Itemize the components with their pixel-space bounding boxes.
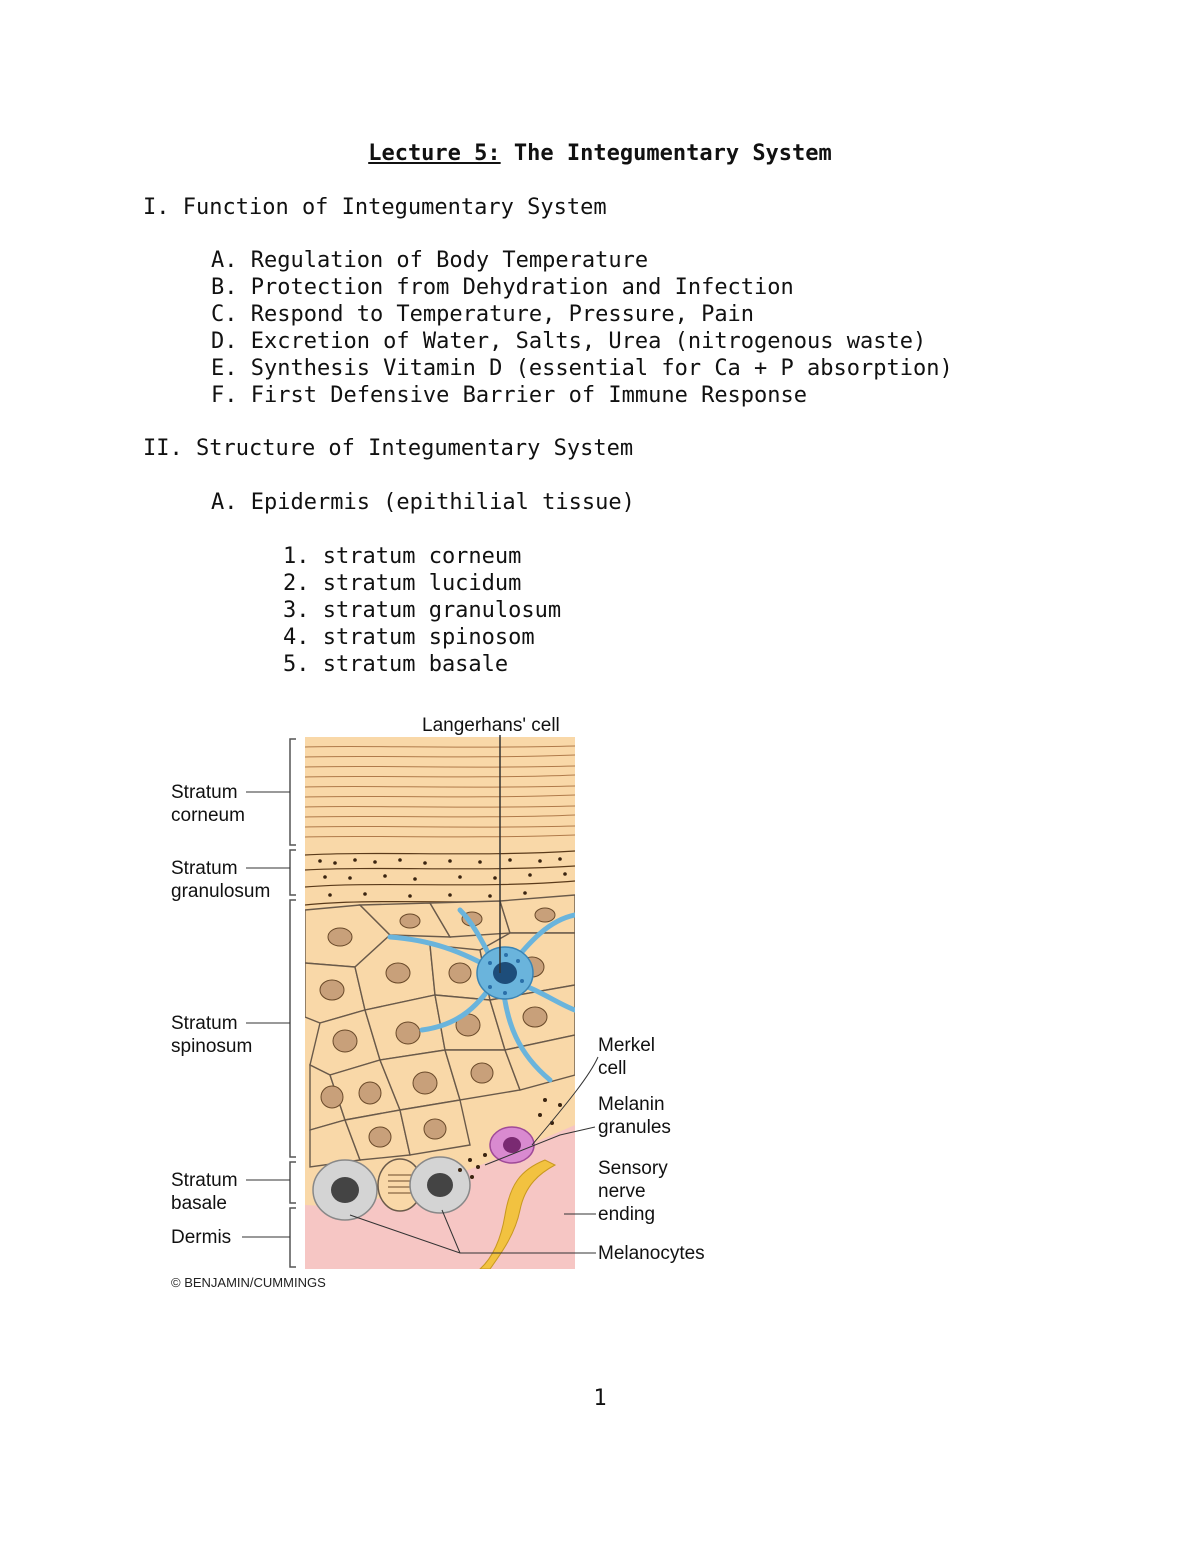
granulosum-label: granulosum [171, 881, 271, 902]
epidermis-illustration [160, 705, 740, 1295]
merkel-label: cell [598, 1058, 627, 1079]
title-topic: The Integumentary System [500, 141, 832, 166]
layer-brackets [290, 739, 296, 1267]
merkel-label: Merkel [598, 1035, 656, 1056]
layer-item: 4. stratum spinosom [283, 625, 535, 650]
function-item: E. Synthesis Vitamin D (essential for Ca + P absorption) [211, 356, 953, 381]
page-title [0, 141, 1200, 166]
corneum-label: Stratum [171, 782, 238, 803]
page-number: 1 [593, 1386, 607, 1411]
basale-label: basale [171, 1193, 227, 1214]
layer-item: 1. stratum corneum [283, 544, 522, 569]
title-lecture-number: Lecture 5: [368, 141, 501, 166]
layer-item: 3. stratum granulosum [283, 598, 562, 623]
corneum-label: corneum [171, 805, 245, 826]
melanin-label: granules [598, 1117, 671, 1138]
section-1-heading: I. Function of Integumentary System [143, 195, 607, 220]
sensory-label: nerve [598, 1181, 646, 1202]
function-item: B. Protection from Dehydration and Infection [211, 275, 794, 300]
melanin-label: Melanin [598, 1094, 665, 1115]
merkel-cell [490, 1127, 534, 1163]
melanocytes-label: Melanocytes [598, 1243, 705, 1264]
epidermis-diagram [160, 705, 740, 1295]
dermis-label: Dermis [171, 1227, 232, 1248]
figure-credit: © BENJAMIN/CUMMINGS [171, 1275, 326, 1290]
langerhans-label: Langerhans' cell [422, 715, 560, 736]
basale-label: Stratum [171, 1170, 238, 1191]
tissue-section [305, 737, 575, 1269]
layer-item: 5. stratum basale [283, 652, 509, 677]
granulosum-label: Stratum [171, 858, 238, 879]
spinosum-label: spinosum [171, 1036, 253, 1057]
sensory-label: ending [598, 1204, 656, 1225]
function-item: C. Respond to Temperature, Pressure, Pain [211, 302, 755, 327]
function-item: A. Regulation of Body Temperature [211, 248, 649, 273]
sensory-label: Sensory [598, 1158, 668, 1179]
layer-item: 2. stratum lucidum [283, 571, 522, 596]
spinosum-label: Stratum [171, 1013, 238, 1034]
function-item: D. Excretion of Water, Salts, Urea (nitrogenous waste) [211, 329, 927, 354]
function-item: F. First Defensive Barrier of Immune Response [211, 383, 808, 408]
section-2-heading: II. Structure of Integumentary System [143, 436, 634, 461]
epidermis-subheading: A. Epidermis (epithilial tissue) [211, 490, 635, 515]
